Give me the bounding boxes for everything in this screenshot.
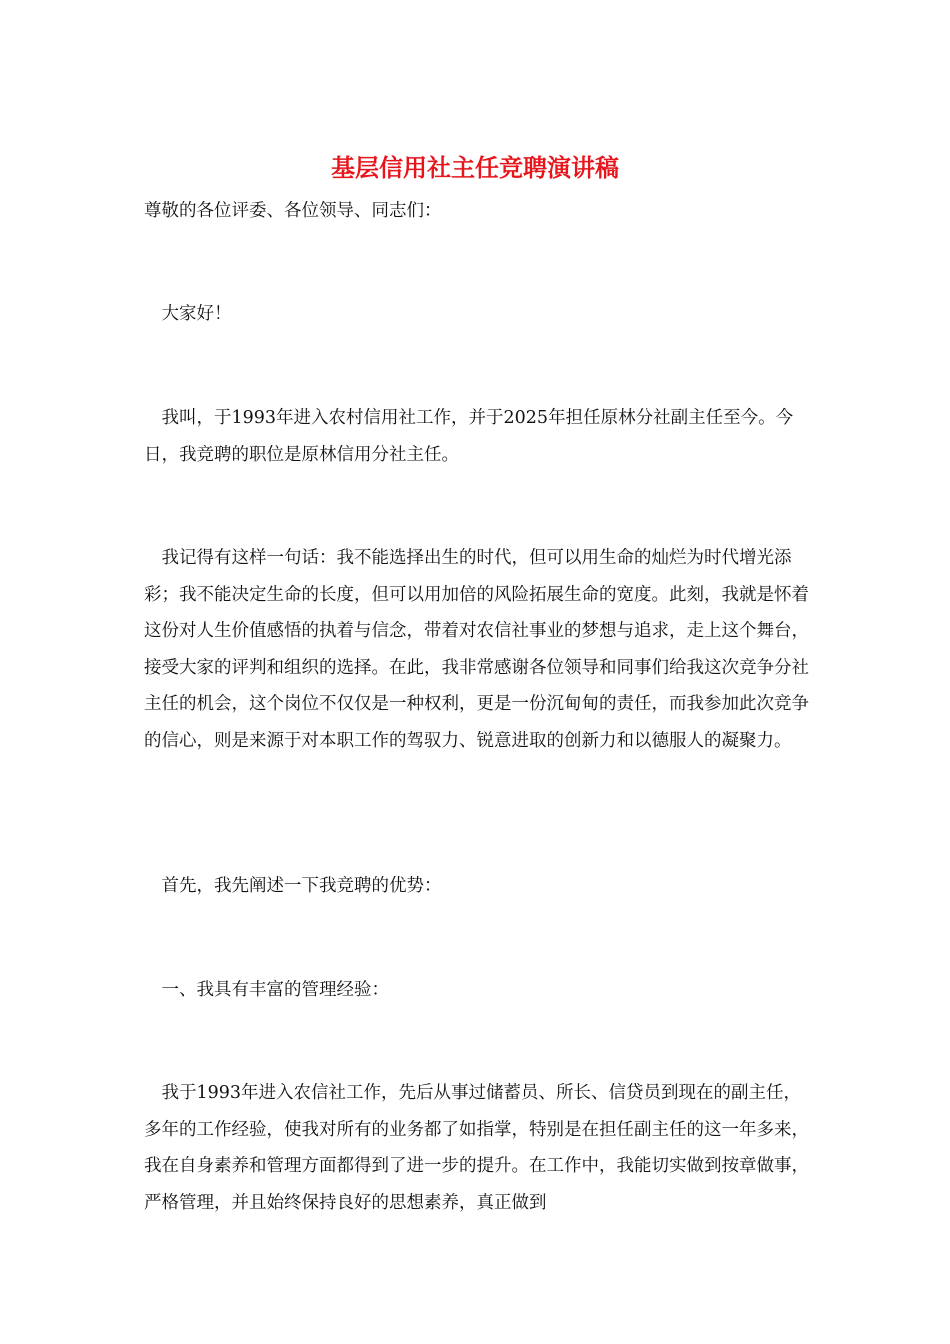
paragraph-intro: 我叫，于1993年进入农村信用社工作，并于2025年担任原林分社副主任至今。今日，我竞聘的职位是原林信用分社主任。 bbox=[144, 408, 794, 465]
paragraph-experience: 我于1993年进入农信社工作，先后从事过储蓄员、所长、信贷员到现在的副主任，多年的工作经验，使我对所有的业务都了如指掌，特别是在担任副主任的这一年多来，我在自身素养和管理方面都得到了进一步的提升。在工作中，我能切实做到按章做事，严格管理，并且始终保持良好的思想素养，真正做到 bbox=[144, 1083, 809, 1213]
paragraph-advantages-intro: 首先，我先阐述一下我竞聘的优势： bbox=[144, 876, 442, 896]
paragraph-quote: 我记得有这样一句话：我不能选择出生的时代，但可以用生命的灿烂为时代增光添彩；我不能决定生命的长度，但可以用加倍的风险拓展生命的宽度。此刻，我就是怀着这份对人生价值感悟的执着与信念，带着对农信社事业的梦想与追求，走上这个舞台，接受大家的评判和组织的选择。在此，我非常感谢各位领导和同事们给我这次竞争分社主任的机会，这个岗位不仅仅是一种权利，更是一份沉甸甸的责任，而我参加此次竞争的信心，则是来源于对本职工作的驾驭力、锐意进取的创新力和以德服人的凝聚力。 bbox=[144, 548, 809, 751]
document-title: 基层信用社主任竞聘演讲稿 bbox=[331, 153, 619, 182]
salutation: 尊敬的各位评委、各位领导、同志们： bbox=[144, 201, 442, 221]
section-heading-one: 一、我具有丰富的管理经验： bbox=[144, 980, 389, 1000]
greeting: 大家好！ bbox=[144, 304, 232, 324]
